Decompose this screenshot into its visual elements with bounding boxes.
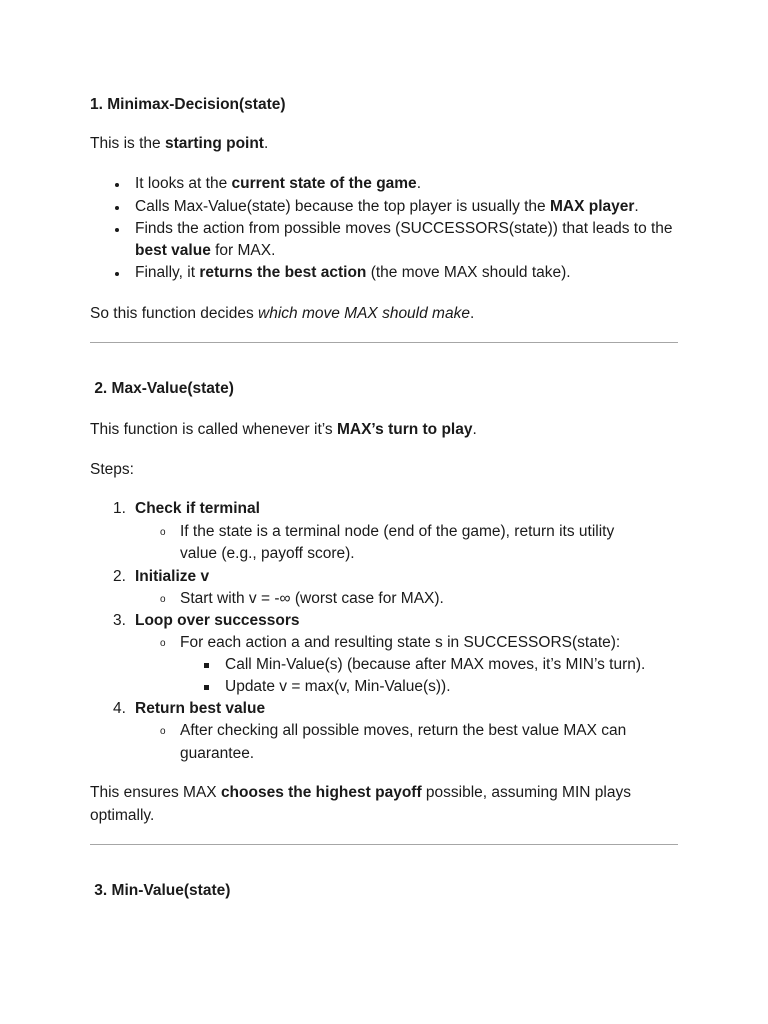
- sub-item: For each action a and resulting state s in SUCCESSORS(state):: [180, 634, 621, 651]
- sub-item: After checking all possible moves, return the best value MAX can: [180, 722, 627, 739]
- step-title: Initialize v: [135, 568, 210, 585]
- step-number: 2.: [113, 568, 126, 585]
- list-item-continuation: best value for MAX.: [135, 242, 276, 259]
- step-title: Return best value: [135, 700, 266, 717]
- horizontal-divider: [90, 844, 678, 845]
- step-title: Loop over successors: [135, 612, 300, 629]
- ring-bullet-icon: o: [160, 594, 166, 605]
- ring-bullet-icon: o: [160, 527, 166, 538]
- section2-conclusion: This ensures MAX chooses the highest payoff possible, assuming MIN plays: [90, 784, 631, 801]
- section1-heading: 1. Minimax-Decision(state): [90, 96, 286, 113]
- section2-heading: 2. Max-Value(state): [94, 380, 234, 397]
- sub-item-continuation: value (e.g., payoff score).: [180, 545, 355, 562]
- sub-item: If the state is a terminal node (end of the game), return its utility: [180, 523, 615, 540]
- horizontal-divider: [90, 342, 678, 343]
- step-number: 4.: [113, 700, 126, 717]
- section1-intro: This is the starting point.: [90, 135, 269, 152]
- section3-heading: 3. Min-Value(state): [90, 882, 231, 899]
- steps-label: Steps:: [90, 461, 134, 478]
- section2-intro: This function is called whenever it’s MAX’s turn to play.: [90, 421, 477, 438]
- list-item: Finds the action from possible moves (SUCCESSORS(state)) that leads to the: [115, 218, 675, 240]
- section2-conclusion-continuation: optimally.: [90, 807, 155, 824]
- list-item: Calls Max-Value(state) because the top player is usually the MAX player.: [115, 196, 675, 218]
- list-item: Finally, it returns the best action (the move MAX should take).: [115, 262, 675, 284]
- step-title: Check if terminal: [135, 500, 260, 517]
- list-item: It looks at the current state of the game.: [115, 173, 675, 195]
- sub-item: Start with v = -∞ (worst case for MAX).: [180, 590, 444, 607]
- section1-summary: So this function decides which move MAX should make.: [90, 305, 475, 322]
- step-number: 1.: [113, 500, 126, 517]
- sub-sub-item: Update v = max(v, Min-Value(s)).: [225, 678, 451, 695]
- ring-bullet-icon: o: [160, 638, 166, 649]
- ring-bullet-icon: o: [160, 726, 166, 737]
- step-number: 3.: [113, 612, 126, 629]
- sub-sub-item: Call Min-Value(s) (because after MAX moves, it’s MIN’s turn).: [225, 656, 646, 673]
- sub-item-continuation: guarantee.: [180, 745, 255, 762]
